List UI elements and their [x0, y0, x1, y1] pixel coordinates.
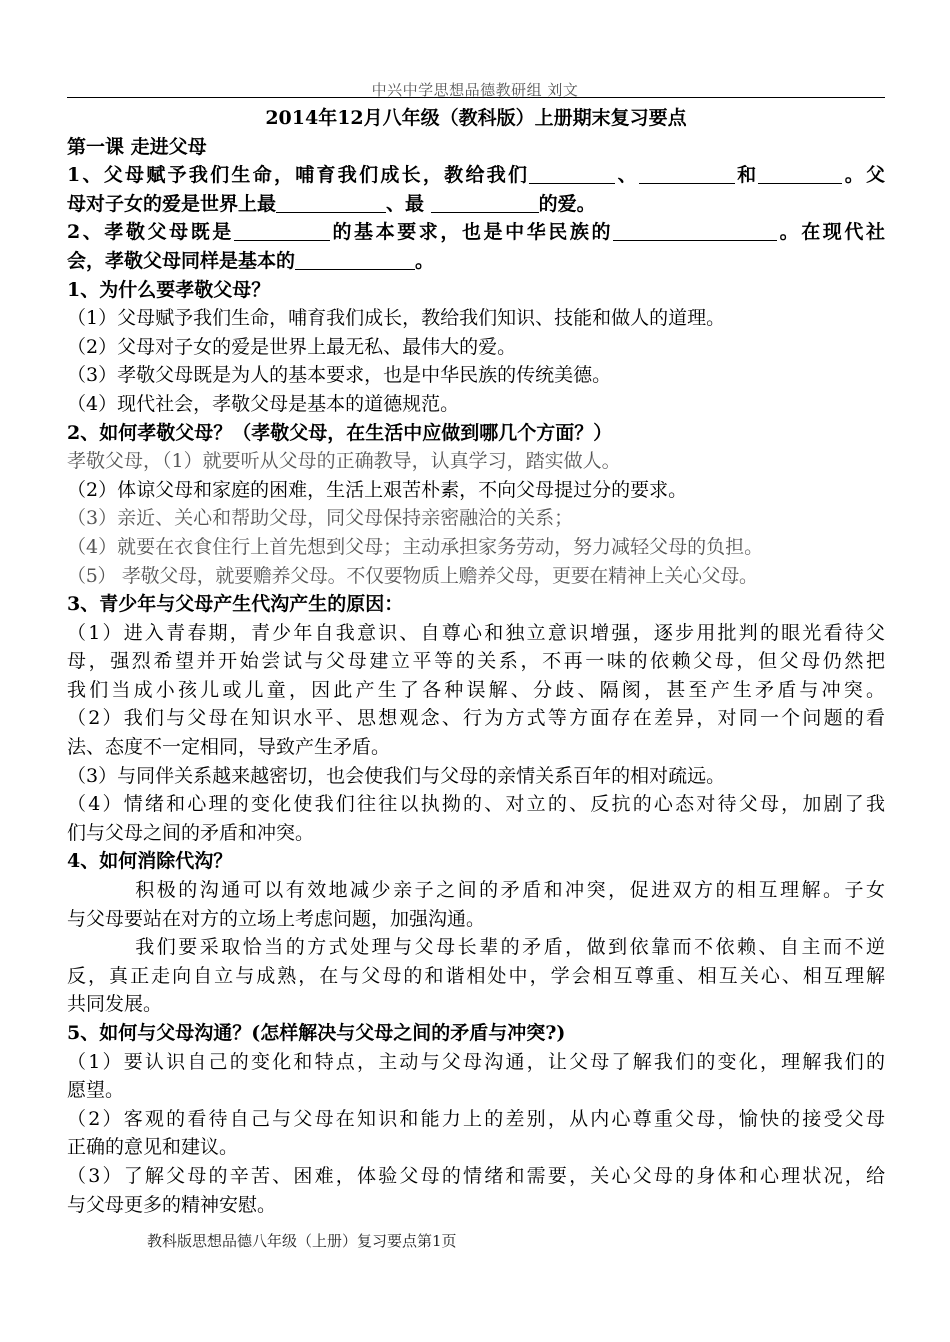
- fill-text: 的爱。: [538, 192, 596, 215]
- paragraph-line: 愿望。: [67, 1079, 125, 1102]
- answer-blank[interactable]: [639, 165, 735, 184]
- answer-item: （1）父母赋予我们生命，哺育我们成长，教给我们知识、技能和做人的道理。: [67, 307, 726, 330]
- fill-in-1-line-2: [67, 190, 885, 219]
- paragraph-line: 反，真正走向自立与成熟，在与父母的和谐相处中，学会相互尊重、相互关心、相互理解: [67, 964, 885, 987]
- fill-in-2-line-2: [67, 247, 885, 276]
- document-body: [67, 104, 885, 1219]
- fill-text: 会，孝敬父母同样是基本的: [67, 249, 296, 272]
- paragraph-line: （4）情绪和心理的变化使我们往往以执拗的、对立的、反抗的心态对待父母，加剧了我: [67, 793, 885, 816]
- paragraph-line: 我们要采取恰当的方式处理与父母长辈的矛盾，做到依靠而不依赖、自主而不逆: [67, 936, 885, 959]
- paragraph-line: 与父母更多的精神安慰。: [67, 1193, 277, 1216]
- paragraph-line: 积极的沟通可以有效地减少亲子之间的矛盾和冲突，促进双方的相互理解。子女: [67, 879, 885, 902]
- paragraph-line: （3）与同伴关系越来越密切，也会使我们与父母的亲情关系百年的相对疏远。: [67, 764, 726, 787]
- paragraph-line: 共同发展。: [67, 993, 163, 1016]
- paragraph-line: 母，强烈希望并开始尝试与父母建立平等的关系，不再一味的依赖父母，但父母仍然把: [67, 650, 885, 673]
- fill-text: 2、孝敬父母既是: [67, 221, 234, 244]
- question-3-title: 3、青少年与父母产生代沟产生的原因：: [67, 593, 404, 616]
- fill-text: 、最: [386, 192, 431, 215]
- paragraph-line: 法、态度不一定相同，导致产生矛盾。: [67, 736, 391, 759]
- paragraph-line: （2）我们与父母在知识水平、思想观念、行为方式等方面存在差异，对同一个问题的看: [67, 707, 885, 730]
- paragraph-line: 们与父母之间的矛盾和冲突。: [67, 821, 315, 844]
- answer-blank[interactable]: [529, 165, 615, 184]
- answer-blank[interactable]: [431, 194, 539, 213]
- document-title: 2014年12月八年级（教科版）上册期末复习要点: [265, 107, 687, 129]
- answer-item: （4）现代社会，孝敬父母是基本的道德规范。: [67, 392, 460, 415]
- fill-text: 1、父母赋予我们生命，哺育我们成长，教给我们: [67, 164, 530, 187]
- answer-blank[interactable]: [758, 165, 842, 184]
- answer-item: （4）就要在衣食住行上首先想到父母；主动承担家务劳动，努力减轻父母的负担。: [67, 535, 764, 558]
- fill-text: 、: [615, 164, 639, 187]
- page-header: 中兴中学思想品德教研组 刘文: [371, 81, 579, 99]
- page-footer: 教科版思想品德八年级（上册）复习要点第1页: [147, 1232, 457, 1250]
- paragraph-line: （1）要认识自己的变化和特点，主动与父母沟通，让父母了解我们的变化，理解我们的: [67, 1050, 885, 1073]
- header-rule: [67, 97, 885, 98]
- fill-text: 的基本要求，也是中华民族的: [329, 221, 614, 244]
- question-2-title: 2、如何孝敬父母？（孝敬父母，在生活中应做到哪几个方面？）: [67, 421, 613, 444]
- answer-item: （2）体谅父母和家庭的困难，生活上艰苦朴素，不向父母提过分的要求。: [67, 478, 688, 501]
- fill-text: 。: [415, 249, 435, 272]
- answer-item: （3）亲近、关心和帮助父母，同父母保持亲密融洽的关系；: [67, 507, 574, 530]
- answer-item: （5） 孝敬父母，就要赡养父母。不仅要物质上赡养父母，更要在精神上关心父母。: [67, 564, 758, 587]
- fill-in-1-line-1: [67, 161, 885, 190]
- paragraph-line: 与父母要站在对方的立场上考虑问题，加强沟通。: [67, 907, 486, 930]
- question-4-title: 4、如何消除代沟？: [67, 850, 233, 873]
- fill-text: 。父: [842, 164, 885, 187]
- paragraph-line: 正确的意见和建议。: [67, 1136, 239, 1159]
- answer-blank[interactable]: [234, 222, 330, 241]
- answer-item: （3）孝敬父母既是为人的基本要求，也是中华民族的传统美德。: [67, 364, 612, 387]
- fill-text: 母对子女的爱是世界上最: [67, 192, 277, 215]
- fill-text: 和: [734, 164, 759, 187]
- answer-item: （2）父母对子女的爱是世界上最无私、最伟大的爱。: [67, 335, 517, 358]
- answer-blank[interactable]: [276, 194, 386, 213]
- paragraph-line: （1）进入青春期，青少年自我意识、自尊心和独立意识增强，逐步用批判的眼光看待父: [67, 621, 885, 644]
- answer-blank[interactable]: [295, 251, 415, 270]
- answer-blank[interactable]: [613, 222, 777, 241]
- question-1-title: 1、为什么要孝敬父母？: [67, 278, 271, 301]
- question-5-title: 5、如何与父母沟通？(怎样解决与父母之间的矛盾与冲突?): [67, 1022, 566, 1044]
- answer-item: 孝敬父母，（1）就要听从父母的正确教导，认真学习，踏实做人。: [67, 450, 621, 473]
- paragraph-line: 我们当成小孩儿或儿童，因此产生了各种误解、分歧、隔阂，甚至产生矛盾与冲突。: [67, 678, 885, 701]
- fill-text: 。在现代社: [777, 221, 885, 244]
- paragraph-line: （2）客观的看待自己与父母在知识和能力上的差别，从内心尊重父母，愉快的接受父母: [67, 1107, 885, 1130]
- lesson-heading: 第一课 走进父母: [67, 135, 207, 158]
- paragraph-line: （3）了解父母的辛苦、困难，体验父母的情绪和需要，关心父母的身体和心理状况，给: [67, 1164, 885, 1187]
- fill-in-2-line-1: [67, 218, 885, 247]
